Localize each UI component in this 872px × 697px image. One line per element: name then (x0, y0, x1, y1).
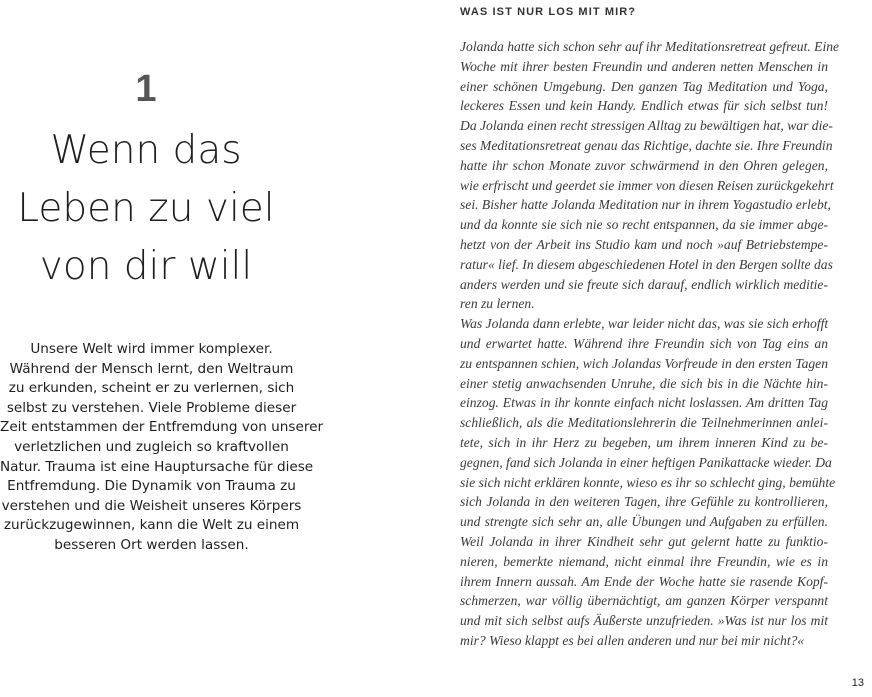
intro-line: verstehen und die Weisheit unseres Körpers (1, 497, 302, 514)
intro-line: Unsere Welt wird immer komplexer. (30, 341, 273, 357)
chapter-title (0, 122, 292, 296)
chapter-intro (0, 340, 324, 556)
body-line: ratur« lief. In diesem abgeschiedenen Hotel in den Bergen sollte das (460, 256, 833, 272)
body-line: schließlich, als die Meditationslehrerin die Teilnehmerinnen anlei- (460, 415, 828, 431)
intro-line: Entfremdung. Die Dynamik von Trauma zu (7, 478, 296, 495)
intro-line: Natur. Trauma ist eine Hauptursache für diese (0, 458, 314, 475)
body-line: einer schönen Umgebung. Den ganzen Tag Meditation und Yoga, (460, 78, 828, 94)
chapter-title-line: Leben zu viel (17, 186, 275, 231)
body-line: ihrem Innern aussah. Am Ende der Woche hatte sie rasende Kopf- (460, 573, 828, 589)
body-line: sei. Bisher hatte Jolanda Meditation nur in ihrem Yogastudio erlebt, (460, 197, 831, 213)
body-line: sie sich nicht erklären konnte, wieso es ihr so schlecht ging, bemühte (460, 474, 836, 490)
intro-line: verletzlichen und zugleich so kraftvollen (14, 438, 289, 455)
body-line: gegnen, fand sich Jolanda in einer heftigen Panikattacke wieder. Da (460, 454, 832, 470)
body-line: Jolanda hatte sich schon sehr auf ihr Meditationsretreat gefreut. Eine (460, 39, 840, 54)
body-line: anders werden und sie freute sich darauf, endlich wirklich meditie- (460, 276, 828, 292)
body-line: zu entspannen schien, wich Jolandas Vorfreude in den ersten Tagen (460, 355, 828, 371)
right-page (440, 0, 872, 697)
intro-line: selbst zu verstehen. Viele Probleme dieser (6, 399, 297, 416)
body-line: und erwartet hatte. Während ihre Freundin sich von Tag eins an (460, 335, 828, 351)
body-line: hetzt von der Arbeit ins Studio kam und noch »auf Betriebstempe- (460, 236, 828, 252)
body-line: nieren, bemerkte niemand, nicht einmal ihre Freundin, wie es in (460, 553, 828, 569)
intro-line: Während der Mensch lernt, den Weltraum (9, 360, 294, 377)
body-line: und da konnte sie sich nie so recht entspannen, da sie immer abge- (460, 217, 828, 233)
intro-line: besseren Ort werden lassen. (54, 536, 249, 553)
body-line: leckeres Essen und kein Handy. Endlich etwas für sich selbst tun! (460, 98, 828, 114)
body-line: Weil Jolanda in ihrer Kindheit sehr gut gelernt hatte zu funktio- (460, 533, 828, 549)
body-line: und mit sich selbst aufs Äußerste unzufrieden. »Was ist nur los mit (460, 613, 828, 629)
running-head: WAS IST NUR LOS MIT MIR? (460, 6, 637, 18)
body-line: und strengte sich sehr an, alle Übungen und Aufgaben zu erfüllen. (460, 514, 828, 530)
chapter-number: 1 (135, 68, 157, 110)
left-page (0, 0, 430, 697)
body-line: ren zu lernen. (460, 296, 535, 312)
body-line: Was Jolanda dann erlebte, war leider nicht das, was sie sich erhofft (460, 316, 829, 332)
body-line: schmerzen, war völlig übernächtigt, am ganzen Körper verspannt (460, 593, 828, 609)
chapter-title-line: Wenn das (50, 128, 242, 173)
intro-line: zurückzugewinnen, kann die Welt zu einem (3, 517, 300, 534)
body-text (460, 37, 840, 651)
body-line: Da Jolanda einen recht stressigen Alltag zu bewältigen hat, war die- (460, 118, 833, 134)
body-line: ses Meditationsretreat genau das Richtige, dachte sie. Ihre Freundin (460, 137, 833, 153)
intro-line: Zeit entstammen der Entfremdung von unserer (0, 419, 324, 436)
body-line: einzog. Etwas in ihr konnte einfach nicht loslassen. Am dritten Tag (460, 395, 828, 411)
body-line: Woche mit ihrer besten Freundin und anderen netten Menschen in (460, 58, 828, 74)
body-line: mir? Wieso klappt es bei allen anderen und nur bei mir nicht?« (460, 632, 805, 648)
chapter-title-line: von dir will (39, 244, 253, 289)
body-line: tete, sich in ihr Herz zu begeben, um ihrem inneren Kind zu be- (460, 434, 828, 450)
body-line: einer stetig anwachsenden Unruhe, die sich bis in die Nächte hin- (460, 375, 828, 391)
body-line: hatte ihr schon Monate zuvor schwärmend in den Ohren gelegen, (460, 157, 828, 173)
body-line: sich Jolanda in den weiteren Tagen, ihre Gefühle zu kontrollieren, (460, 494, 828, 510)
body-line: wie erfrischt und geerdet sie immer von diesen Reisen zurückgekehrt (460, 177, 834, 193)
intro-line: zu erkunden, scheint er zu verlernen, sich (8, 380, 295, 397)
page-number: 13 (851, 677, 864, 689)
